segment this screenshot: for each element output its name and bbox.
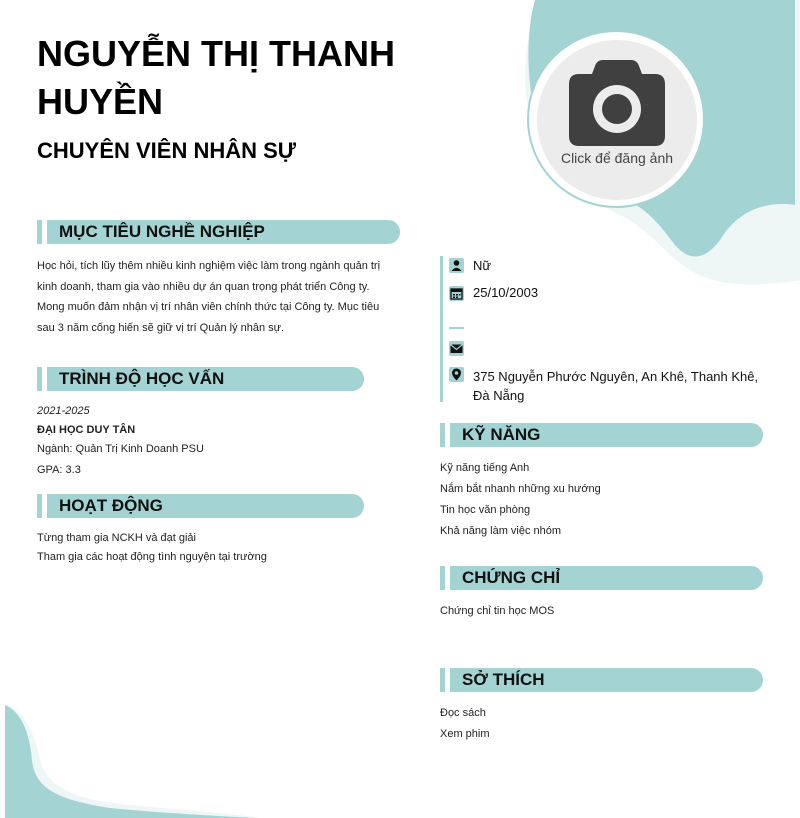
education-gpa: GPA: 3.3	[37, 464, 81, 476]
candidate-name: NGUYỄN THỊ THANH HUYỀN	[37, 33, 395, 122]
activity-item: Từng tham gia NCKH và đạt giải	[37, 532, 196, 544]
objective-heading: MỤC TIÊU NGHỀ NGHIỆP	[37, 220, 400, 244]
gender-text: Nữ	[473, 258, 492, 273]
skill-item: Nắm bắt nhanh những xu hướng	[440, 483, 601, 495]
person-icon	[449, 258, 464, 273]
camera-icon	[569, 60, 665, 146]
skills-heading: KỸ NĂNG	[440, 423, 763, 447]
email-icon	[449, 341, 464, 356]
certificates-heading: CHỨNG CHỈ	[440, 566, 763, 590]
job-title: CHUYÊN VIÊN NHÂN SỰ	[37, 138, 297, 163]
contact-rule	[440, 256, 443, 402]
skill-item: Khả năng làm việc nhóm	[440, 525, 562, 537]
phone-divider	[449, 327, 464, 329]
photo-upload-label[interactable]: Click để đăng ảnh	[560, 150, 674, 166]
skill-item: Kỹ năng tiếng Anh	[440, 462, 530, 474]
skill-item: Tin học văn phòng	[440, 504, 531, 516]
education-heading: TRÌNH ĐỘ HỌC VẤN	[37, 367, 364, 391]
certificate-item: Chứng chỉ tin học MOS	[440, 605, 555, 617]
activities-heading: HOẠT ĐỘNG	[37, 494, 364, 518]
hobbies-heading: SỞ THÍCH	[440, 668, 763, 692]
bottom-left-blob	[0, 700, 260, 818]
objective-text: Học hỏi, tích lũy thêm nhiều kinh nghiệm việc làm trong ngành quản trị kinh doanh, tham gia vào nhiều dự án quan trọng phát triển Công ty. Mong muốn đảm nhận vị trí nhân viên chính thức tại Công ty. Mục tiêu sau 3 năm cống hiến sẽ giữ vị trí Quản lý nhân sự.	[37, 260, 381, 334]
calendar-icon	[449, 286, 464, 301]
hobby-item: Đọc sách	[440, 707, 486, 719]
activity-item: Tham gia các hoạt động tình nguyện tại trường	[37, 551, 267, 563]
address-text: 375 Nguyễn Phước Nguyên, An Khê, Thanh Khê, Đà Nẵng	[473, 369, 759, 403]
location-icon	[449, 367, 464, 382]
education-major: Ngành: Quản Trị Kinh Doanh PSU	[37, 443, 204, 455]
hobby-item: Xem phim	[440, 728, 490, 740]
birthday-text: 25/10/2003	[473, 285, 539, 300]
education-years: 2021-2025	[37, 405, 90, 417]
education-school: ĐẠI HỌC DUY TÂN	[37, 424, 136, 436]
